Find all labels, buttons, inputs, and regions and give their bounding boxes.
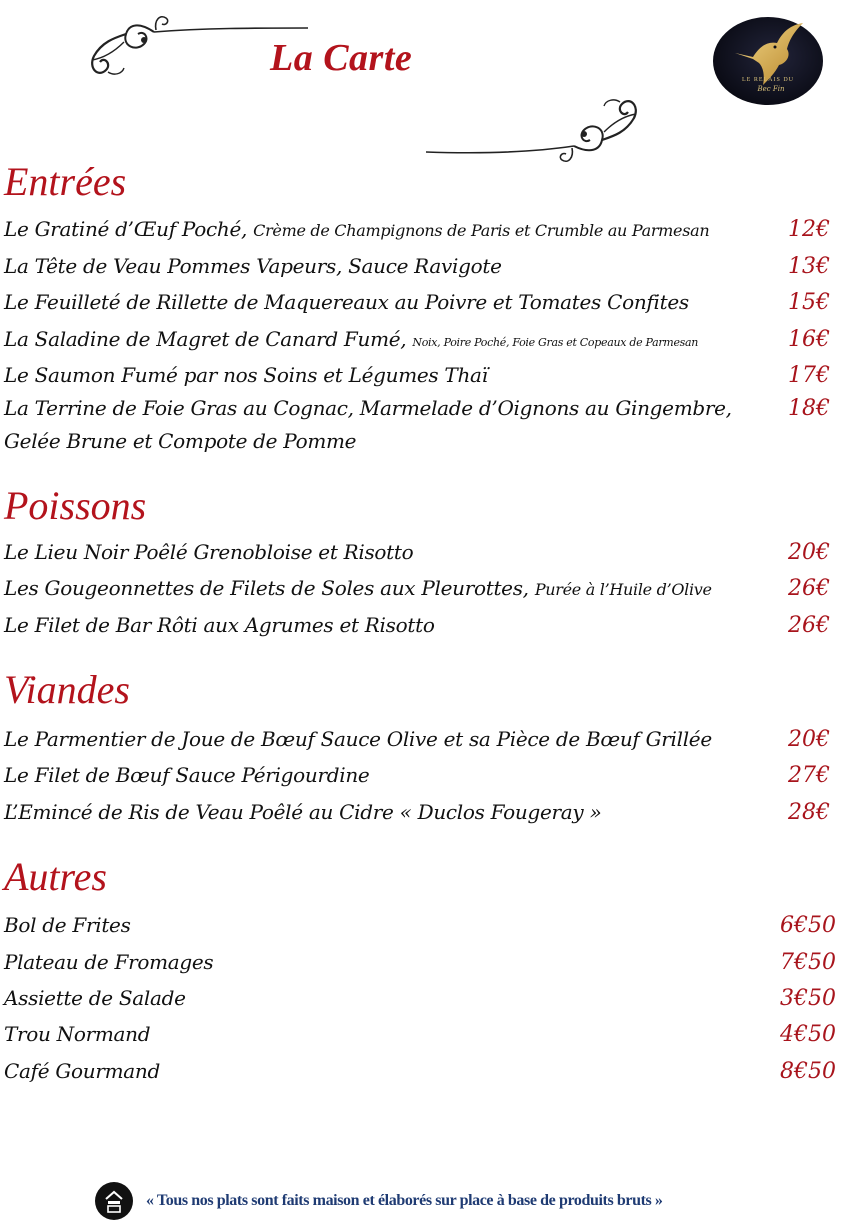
fait-maison-icon <box>95 1182 133 1220</box>
menu-item: Plateau de Fromages <box>4 950 214 974</box>
item-price: 16€ <box>788 327 830 352</box>
logo-text-line1: LE RELAIS DU <box>742 77 794 83</box>
menu-item: Le Gratiné d’Œuf Poché, Crème de Champignons de Paris et Crumble au Parmesan <box>4 217 710 241</box>
section-title-autres: Autres <box>4 854 107 899</box>
item-price: 8€50 <box>780 1059 836 1084</box>
item-price: 15€ <box>788 290 830 315</box>
menu-title: La Carte <box>270 37 413 79</box>
item-price: 20€ <box>788 540 830 565</box>
footer-note: « Tous nos plats sont faits maison et élaborés sur place à base de produits bruts » <box>146 1192 663 1209</box>
flourish-ornament-right <box>424 94 644 170</box>
hummingbird-icon <box>713 17 823 105</box>
menu-item: L’Emincé de Ris de Veau Poêlé au Cidre « Duclos Fougeray » <box>4 800 602 824</box>
item-price: 13€ <box>788 254 830 279</box>
menu-item: Le Lieu Noir Poêlé Grenobloise et Risotto <box>4 540 414 564</box>
menu-item: Le Saumon Fumé par nos Soins et Légumes Thaï <box>4 363 488 387</box>
section-title-entrees: Entrées <box>4 159 127 204</box>
menu-item: Le Feuilleté de Rillette de Maquereaux au Poivre et Tomates Confites <box>4 290 689 314</box>
section-title-viandes: Viandes <box>4 667 130 712</box>
item-price: 12€ <box>788 217 830 242</box>
item-price: 6€50 <box>780 913 836 938</box>
menu-item: Le Filet de Bar Rôti aux Agrumes et Risotto <box>4 613 435 637</box>
menu-item: Les Gougeonnettes de Filets de Soles aux Pleurottes, Purée à l’Huile d’Olive <box>4 576 712 600</box>
item-price: 18€ <box>788 396 830 421</box>
menu-item: La Terrine de Foie Gras au Cognac, Marmelade d’Oignons au Gingembre, <box>4 396 732 420</box>
item-price: 7€50 <box>780 950 836 975</box>
item-price: 4€50 <box>780 1022 836 1047</box>
item-price: 27€ <box>788 763 830 788</box>
menu-item: Assiette de Salade <box>4 986 186 1010</box>
logo-text-line2: Bec Fin <box>757 85 785 93</box>
item-price: 26€ <box>788 576 830 601</box>
menu-item: Le Filet de Bœuf Sauce Périgourdine <box>4 763 370 787</box>
menu-item: La Saladine de Magret de Canard Fumé, Noix, Poire Poché, Foie Gras et Copeaux de Parmesan <box>4 327 699 351</box>
item-price: 26€ <box>788 613 830 638</box>
menu-item: La Tête de Veau Pommes Vapeurs, Sauce Ravigote <box>4 254 502 278</box>
item-price: 3€50 <box>780 986 836 1011</box>
menu-item: Trou Normand <box>4 1022 151 1046</box>
menu-item: Le Parmentier de Joue de Bœuf Sauce Olive et sa Pièce de Bœuf Grillée <box>4 727 712 751</box>
section-title-poissons: Poissons <box>4 483 147 528</box>
item-price: 17€ <box>788 363 830 388</box>
item-price: 28€ <box>788 800 830 825</box>
menu-item-continuation: Gelée Brune et Compote de Pomme <box>4 429 357 453</box>
menu-item: Café Gourmand <box>4 1059 160 1083</box>
restaurant-logo <box>713 17 823 105</box>
item-price: 20€ <box>788 727 830 752</box>
menu-item: Bol de Frites <box>4 913 131 937</box>
